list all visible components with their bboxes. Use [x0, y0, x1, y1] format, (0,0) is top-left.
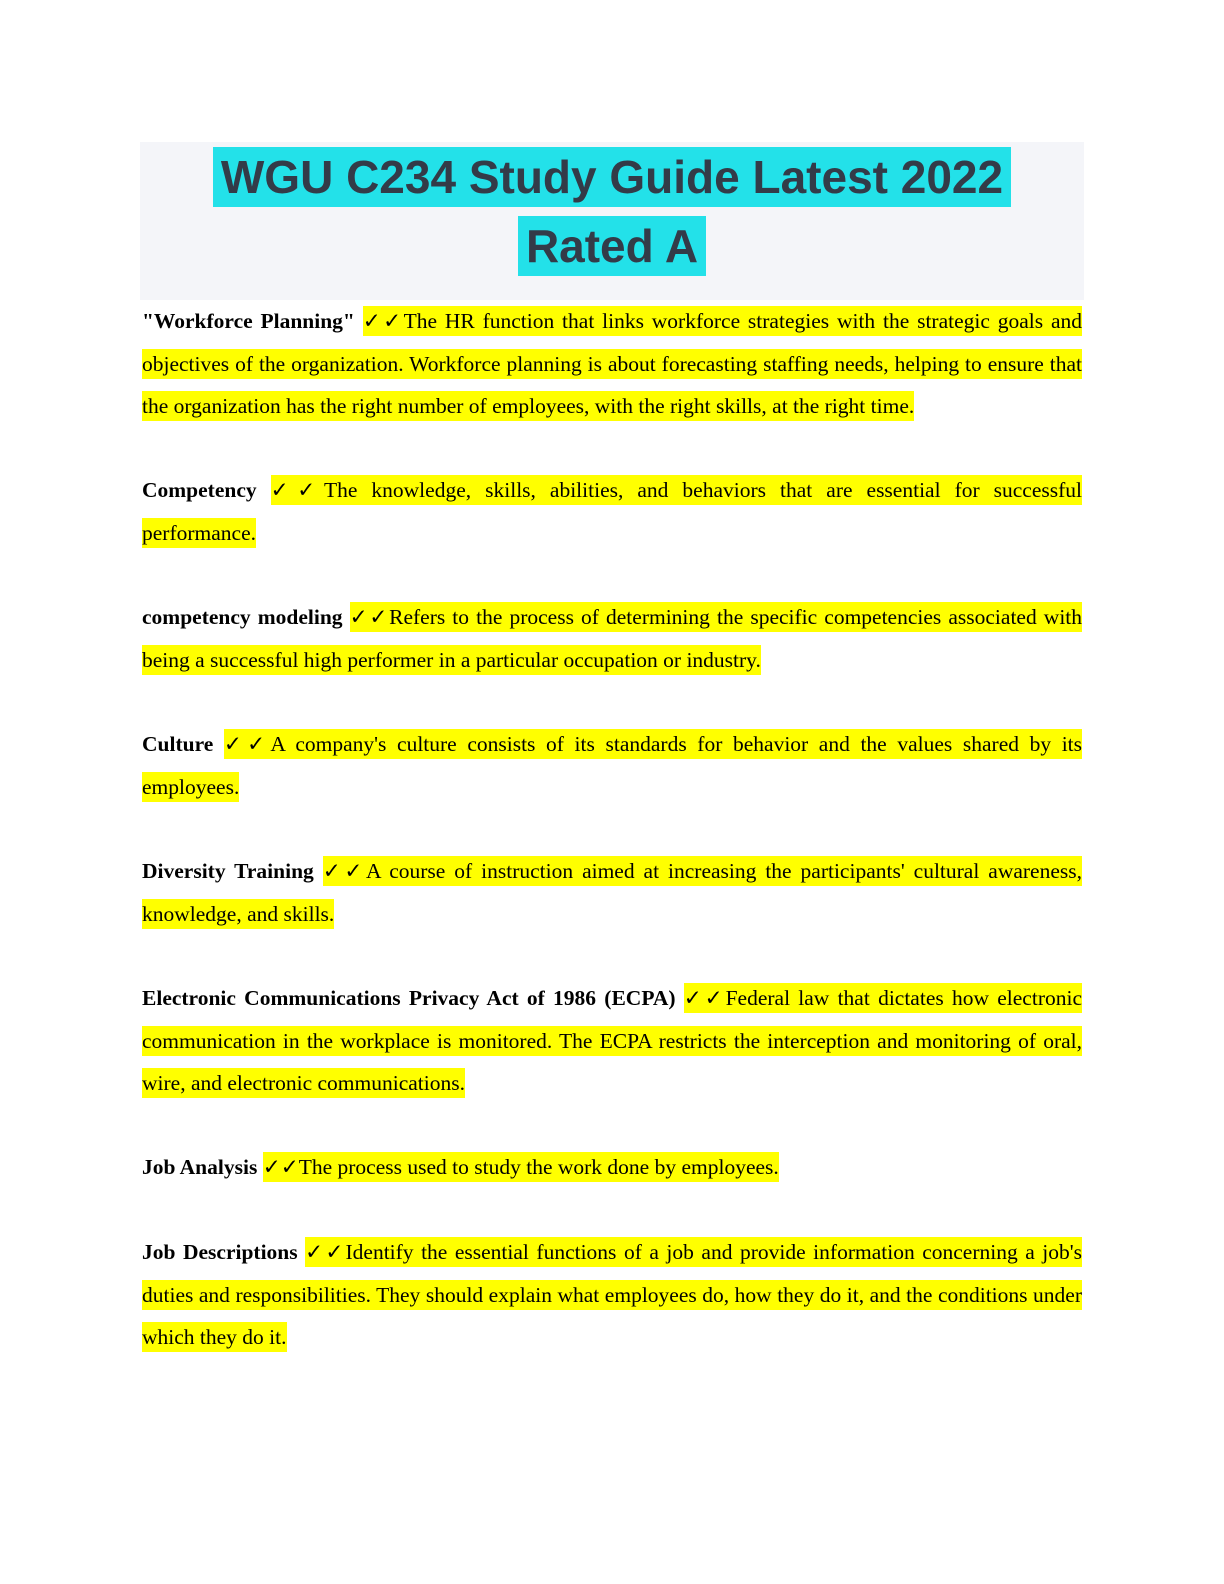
terms-list — [142, 300, 1082, 1400]
checkmark-icons: ✓✓ — [223, 732, 271, 757]
term-label: "Workforce Planning" — [142, 309, 355, 333]
title-line-2: Rated A — [518, 216, 706, 276]
checkmark-icons: ✓✓ — [322, 859, 366, 884]
checkmark-icons: ✓✓ — [683, 986, 726, 1011]
definition-text: Refers to the process of determining the specific competencies associated with being a successful high performer in a particular occupation or industry. — [142, 605, 1083, 672]
checkmark-icons: ✓✓ — [270, 478, 324, 503]
term-entry — [142, 1231, 1082, 1358]
term-label: Job Analysis — [142, 1155, 258, 1179]
checkmark-icons: ✓✓ — [305, 1240, 346, 1265]
term-label: competency modeling — [142, 605, 343, 629]
page-title — [140, 143, 1084, 281]
term-entry — [142, 596, 1082, 681]
title-line-1: WGU C234 Study Guide Latest 2022 — [213, 147, 1011, 207]
term-entry — [142, 469, 1082, 554]
checkmark-icons: ✓✓ — [349, 605, 390, 630]
term-label: Competency — [142, 478, 257, 502]
title-banner — [140, 142, 1084, 300]
term-definition — [142, 475, 1082, 548]
term-entry — [142, 850, 1082, 935]
term-label: Culture — [142, 732, 214, 756]
definition-text: A company's culture consists of its standards for behavior and the values shared by its employees. — [142, 732, 1083, 799]
checkmark-icons: ✓✓ — [262, 1155, 299, 1180]
term-entry — [142, 1146, 1082, 1189]
term-entry — [142, 723, 1082, 808]
term-definition — [142, 729, 1082, 802]
definition-text: The process used to study the work done by employees. — [298, 1155, 779, 1179]
term-definition — [263, 1152, 779, 1182]
definition-text: Identify the essential functions of a job and provide information concerning a job's duties and responsibilities. They should explain what employees do, how they do it, and the conditions under which they do it. — [142, 1240, 1083, 1349]
definition-text: The HR function that links workforce strategies with the strategic goals and objectives of the organization. Workforce planning is about forecasting staffing needs, helping to ensure that the organization has the right number of employees, with the right skills, at the right time. — [142, 309, 1082, 418]
term-entry — [142, 977, 1082, 1104]
definition-text: Federal law that dictates how electronic communication in the workplace is monitored. The ECPA restricts the interception and monitoring of oral, wire, and electronic communications. — [142, 986, 1082, 1095]
checkmark-icons: ✓✓ — [362, 309, 404, 334]
term-label: Electronic Communications Privacy Act of 1986 (ECPA) — [142, 986, 676, 1010]
definition-text: The knowledge, skills, abilities, and behaviors that are essential for successful performance. — [142, 478, 1083, 545]
term-label: Job Descriptions — [142, 1240, 298, 1264]
definition-text: A course of instruction aimed at increasing the participants' cultural awareness, knowledge, and skills. — [142, 859, 1082, 926]
term-label: Diversity Training — [142, 859, 314, 883]
term-entry — [142, 300, 1082, 427]
